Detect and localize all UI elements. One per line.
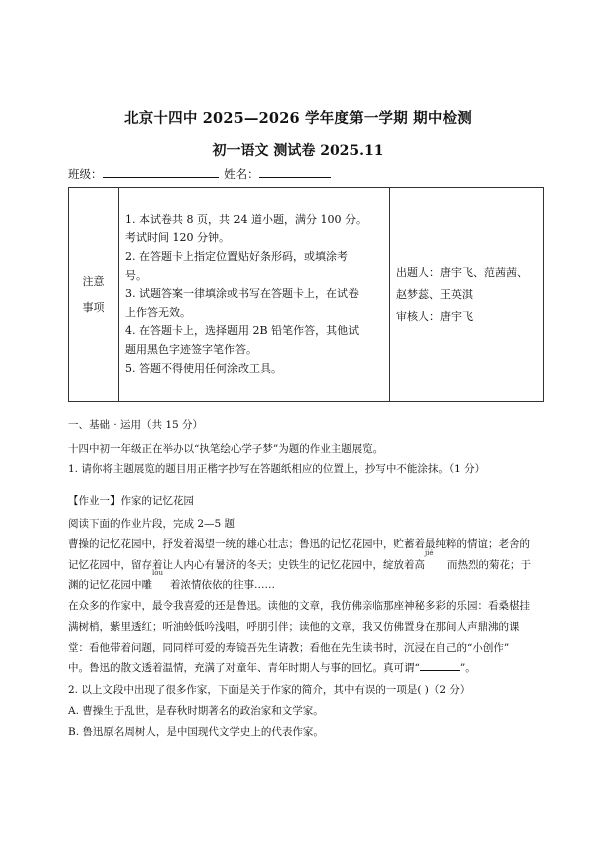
- passage-line: [68, 658, 476, 678]
- staff-line: 审核人：唐宇飞: [396, 309, 473, 323]
- question-1: 1. 请你将主题展览的题目用正楷字抄写在答题纸相应的位置上，抄写中不能涂抹。（1 分）: [68, 463, 486, 475]
- section-intro: 十四中初一年级正在举办以“执笔绘心学子梦”为题的作业主题展览。: [68, 443, 384, 455]
- passage-text: 渊的记忆花园中雕: [68, 579, 152, 591]
- student-info-line: [68, 166, 331, 182]
- staff-line: 出题人：唐宇飞、范茜茜、: [396, 265, 528, 279]
- notes-line: 4. 在答题卡上，选择题用 2B 铅笔作答，其他试: [125, 324, 360, 338]
- answer-blank: [420, 660, 460, 671]
- option-a: A. 曹操生于乱世，是春秋时期著名的政治家和文学家。: [68, 705, 324, 717]
- section-heading: 一、基础 · 运用（共 15 分）: [68, 419, 204, 431]
- passage-line: 堂：看他带着问题，同同样可爱的寿镜吾先生请教；看他在先生读书时，沉浸在自己的“小创作”: [68, 642, 510, 654]
- notes-line: 题用黑色字迹签字笔作答。: [125, 342, 257, 356]
- notes-label: 注意 事项: [69, 188, 119, 402]
- class-label: 班级：: [68, 167, 103, 181]
- pinyin-hint: lòu: [152, 569, 163, 577]
- notes-items: [119, 188, 390, 402]
- pinyin-hint: jié: [425, 549, 434, 557]
- passage-text: ”。: [459, 662, 476, 674]
- staff-cell: [390, 188, 544, 402]
- class-blank: [103, 166, 219, 178]
- reading-instruction: 阅读下面的作业片段，完成 2—5 题: [68, 518, 236, 530]
- exam-title: 北京十四中 2025—2026 学年度第一学期 期中检测: [124, 110, 472, 127]
- exam-subtitle: 初一语文 测试卷 2025.11: [212, 143, 384, 159]
- question-2: 2. 以上文段中出现了很多作家，下面是关于作家的简介，其中有误的一项是( )（2 分）: [68, 684, 471, 696]
- notes-line: 1. 本试卷共 8 页，共 24 道小题，满分 100 分。: [125, 212, 367, 226]
- name-label: 姓名：: [224, 167, 259, 181]
- passage-line: 在众多的作家中，最令我喜爱的还是鲁迅。读他的文章，我仿佛亲临那座神秘多彩的乐园：看桑椹挂: [68, 600, 530, 612]
- passage-text: 中。鲁迅的散文透着温情，充满了对童年、青年时期人与事的回忆。真可谓“: [68, 662, 420, 674]
- passage-line: [68, 569, 275, 595]
- pinyin-blank-1: [425, 549, 447, 575]
- passage-line: [68, 549, 531, 575]
- passage-line: 满树梢，紫里透红；听油蛉低吟浅唱，呼朋引伴；读他的文章，我又仿佛置身在那间人声鼎沸的课: [68, 621, 520, 633]
- notes-line: 5. 答题不得使用任何涂改工具。: [125, 361, 282, 375]
- notes-line: 2. 在答题卡上指定位置贴好条形码，或填涂考: [125, 250, 348, 264]
- notes-line: 3. 试题答案一律填涂或书写在答题卡上，在试卷: [125, 287, 359, 301]
- option-b: B. 鲁迅原名周树人，是中国现代文学史上的代表作家。: [68, 726, 324, 738]
- assignment-label: 【作业一】作家的记忆花园: [68, 495, 194, 507]
- passage-text: 而热烈的菊花；于: [447, 559, 531, 571]
- notes-table: [68, 187, 544, 402]
- passage-line: 曹操的记忆花园中，抒发着渴望一统的雄心壮志；鲁迅的记忆花园中，贮蓄着最纯粹的情谊；老舍的: [68, 538, 530, 550]
- staff-line: 赵梦蕊、王英淇: [396, 287, 473, 301]
- pinyin-blank-2: [152, 569, 170, 595]
- name-blank: [259, 166, 331, 178]
- notes-line: 上作答无效。: [125, 305, 191, 319]
- notes-line: 考试时间 120 分钟。: [125, 231, 230, 245]
- passage-text: 记忆花园中，留存着让人内心有暑济的冬天；史铁生的记忆花园中，绽放着高: [68, 559, 425, 571]
- notes-line: 号。: [125, 268, 147, 282]
- passage-text: 着浓情依依的往事……: [170, 579, 275, 591]
